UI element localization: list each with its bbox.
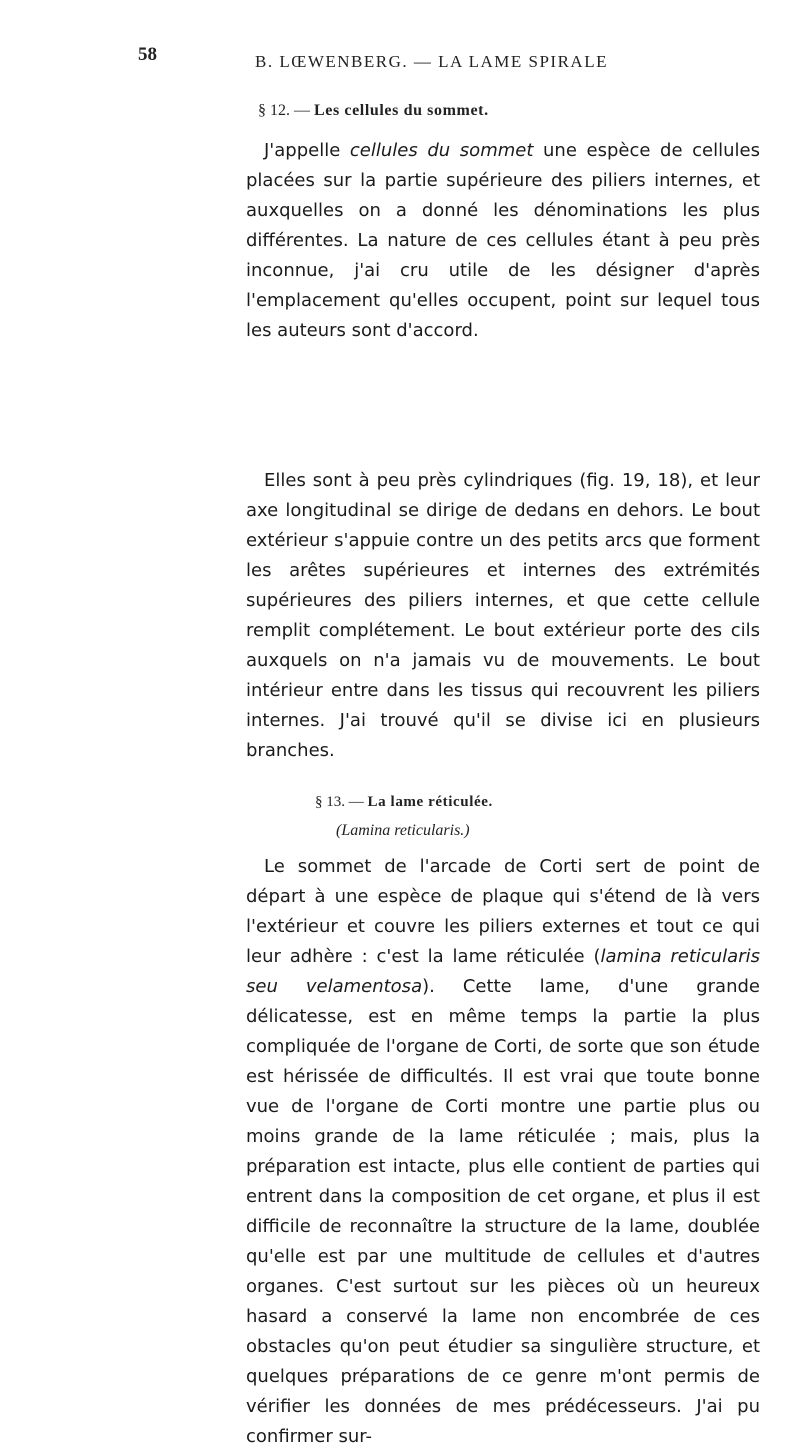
page-number: 58 [138,44,157,65]
paragraph-text: Elles sont à peu près cylindriques (fig. 19, 18), et leur axe longitudinal se dirige de dedans en dehors. Le bout extérieur s'appuie contre un des petits arcs que forment les arêtes supérieures et internes des extrémités supérieures des piliers internes, et que cette cellule remplit complétement. Le bout extérieur porte des cils auxquels on n'a jamais vu de mouvements. Le bout intérieur entre dans les tissus qui recouvrent les piliers internes. J'ai trouvé qu'il se divise ici en plusieurs branches. [246,470,760,761]
paragraph [246,466,760,766]
section-number: § 12. — [258,102,314,119]
section-heading-13 [315,794,795,811]
paragraph-italic-term: cellules du sommet [349,140,534,161]
paragraph [246,136,760,346]
paragraph-italic-term: lamina reticularis seu velamentosa [246,946,760,997]
paragraph-lead: J'appelle [264,140,350,161]
section-title: Les cellules du sommet. [314,102,489,119]
running-head: B. LŒWENBERG. — LA LAME SPIRALE [255,52,608,71]
paragraph-rest: ). Cette lame, d'une grande délicatesse, est en même temps la partie la plus compliquée de l'organe de Corti, de sorte que son étude est hérissée de difficultés. Il est vrai que toute bonne vue de l'organe de Corti montre une partie plus ou moins grande de la lame réticulée ; mais, plus la préparation est intacte, plus elle contient de parties qui entrent dans la composition de cet organe, et plus il est difficile de reconnaître la structure de la lame, doublée qu'elle est par une multitude de cellules et d'autres organes. C'est surtout sur les pièces où un heureux hasard a conservé la lame non encombrée de ces obstacles qu'on peut étudier sa singulière structure, et quelques préparations de ce genre m'ont permis de vérifier les données de mes prédécesseurs. J'ai pu confirmer sur- [246,976,761,1447]
paragraph [246,852,760,1452]
paragraph-lead: Le sommet de l'arcade de Corti sert de point de départ à une espèce de plaque qui s'étend de là vers l'extérieur et couvre les piliers externes et tout ce qui leur adhère : c'est la lame réticulée ( [246,856,760,967]
section-title: La lame réticulée. [367,794,493,810]
section-heading-12 [258,102,798,120]
section-number: § 13. — [315,794,368,810]
section-subtitle: (Lamina reticularis.) [336,822,470,839]
paragraph-rest: une espèce de cellules placées sur la partie supérieure des piliers internes, et auxquelles on a donné les dénominations les plus différentes. La nature de ces cellules étant à peu près inconnue, j'ai cru utile de les désigner d'après l'emplacement qu'elles occupent, point sur lequel tous les auteurs sont d'accord. [246,140,760,341]
